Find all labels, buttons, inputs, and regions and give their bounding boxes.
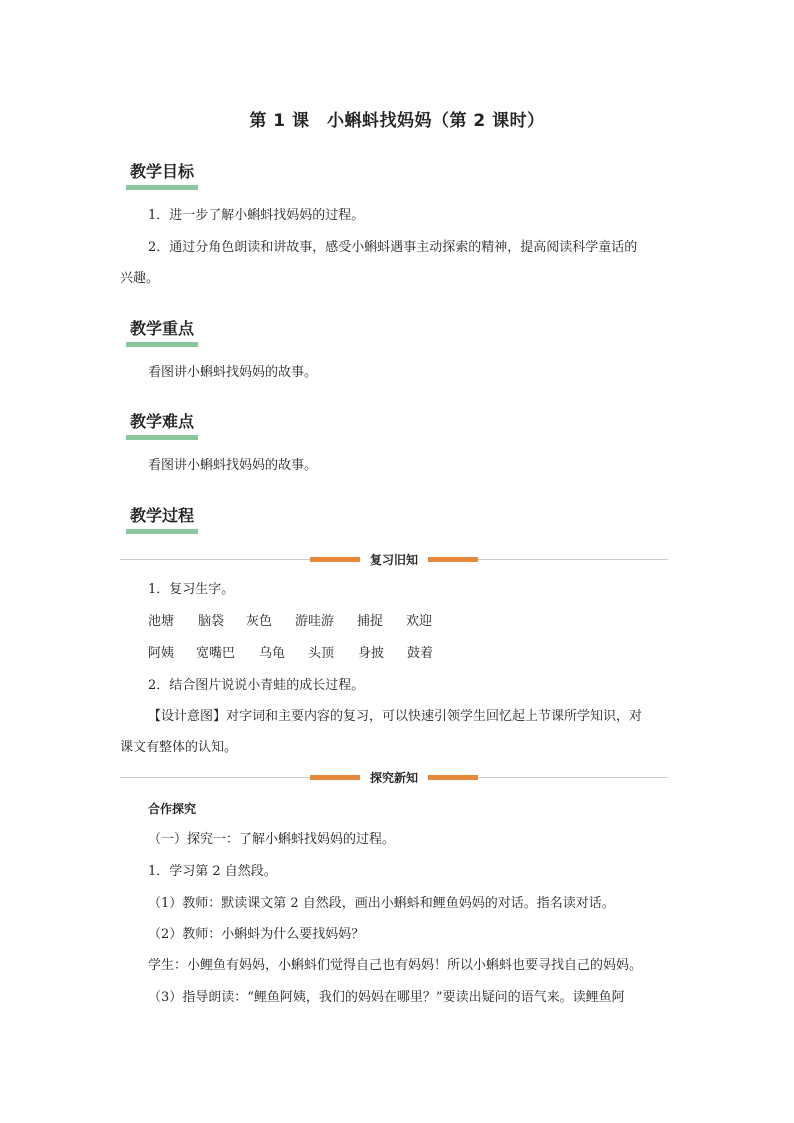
explore-line-6: （3）指导朗读：“鲤鱼阿姨，我们的妈妈在哪里？”要读出疑问的语气来。读鲤鱼阿 [148,990,625,1005]
divider-explore-label: 探究新知 [360,769,428,787]
section-heading-objectives: 教学目标 [126,161,198,190]
section-heading-key-points: 教学重点 [126,318,198,347]
design-intent-line-2: 课文有整体的认知。 [120,740,238,755]
vocab-word: 阿姨 [148,646,175,661]
explore-line-2: 1．学习第 2 自然段。 [148,864,277,879]
vocab-word: 游哇游 [295,614,335,629]
page-title: 第 1 课 小蝌蚪找妈妈（第 2 课时） [249,111,545,131]
section-heading-process: 教学过程 [126,505,198,534]
vocab-word: 头顶 [308,646,335,661]
objective-item-2-cont: 兴趣。 [120,271,160,286]
vocab-word: 宽嘴巴 [196,646,236,661]
explore-line-1: （一）探究一：了解小蝌蚪找妈妈的过程。 [148,832,396,847]
vocab-word: 鼓着 [407,646,434,661]
vocab-word: 欢迎 [406,614,433,629]
explore-line-3: （1）教师：默读课文第 2 自然段，画出小蝌蚪和鲤鱼妈妈的对话。指名读对话。 [148,896,615,911]
objective-item-1: 1．进一步了解小蝌蚪找妈妈的过程。 [148,208,365,223]
vocab-word: 灰色 [246,614,273,629]
vocab-row-1 [148,613,432,631]
key-points-text: 看图讲小蝌蚪找妈妈的故事。 [148,365,318,380]
objective-item-2: 2．通过分角色朗读和讲故事，感受小蝌蚪遇事主动探索的精神，提高阅读科学童话的 [148,240,638,255]
explore-line-5: 学生：小鲤鱼有妈妈，小蝌蚪们觉得自己也有妈妈！所以小蝌蚪也要寻找自己的妈妈。 [148,958,643,973]
review-item-2: 2．结合图片说说小青蛙的成长过程。 [148,678,365,693]
vocab-row-2 [148,645,433,663]
difficulties-text: 看图讲小蝌蚪找妈妈的故事。 [148,458,318,473]
review-item-1: 1．复习生字。 [148,582,235,597]
vocab-word: 乌龟 [259,646,286,661]
explore-line-4: （2）教师：小蝌蚪为什么要找妈妈？ [148,927,365,942]
design-intent-line-1: 【设计意图】对字词和主要内容的复习，可以快速引领学生回忆起上节课所学知识，对 [148,709,643,724]
explore-subheading: 合作探究 [148,802,197,816]
divider-review-label: 复习旧知 [360,551,428,569]
vocab-word: 池塘 [148,614,175,629]
vocab-word: 脑袋 [198,614,225,629]
vocab-word: 捕捉 [357,614,384,629]
section-heading-difficulties: 教学难点 [126,411,198,440]
divider-explore [120,771,668,785]
divider-review [120,553,668,567]
vocab-word: 身披 [358,646,385,661]
